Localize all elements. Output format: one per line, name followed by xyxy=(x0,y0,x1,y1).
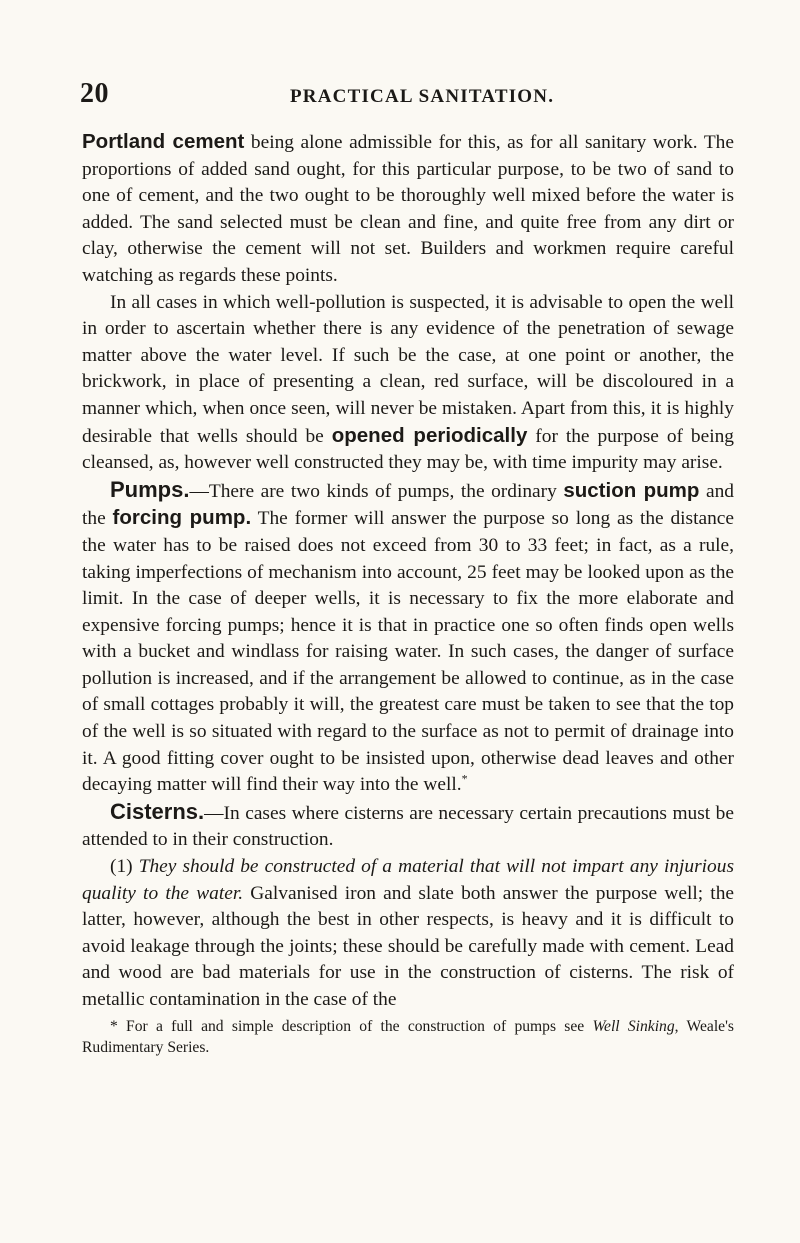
paragraph-text: being alone admissible for this, as for all sanitary work. The proportions of added sand ought, for this particular purpose, to be two of sand to one of cement, and the two ought to be thoroughly well mixed before the water is added. The sand selected must be clean and fine, and quite free from any dirt or clay, otherwise the cement will not set. Builders and workmen require careful watching as regards these points. xyxy=(82,132,734,286)
keyword-suction-pump: suction pump xyxy=(563,478,700,502)
paragraph-text: for the purpose of being cleansed, as, however well constructed they may be, with time impurity may arise. xyxy=(82,425,734,474)
keyword-opened-periodically: opened periodically xyxy=(331,423,528,447)
paragraph-cistern-materials xyxy=(82,854,734,1014)
running-title: PRACTICAL SANITATION. xyxy=(290,86,555,107)
keyword-portland-cement: Portland cement xyxy=(82,130,245,153)
footnote-text: , Weale's Rudimentary Series. xyxy=(82,1017,734,1056)
section-heading-pumps: Pumps. xyxy=(110,476,190,502)
paragraph-pumps xyxy=(82,477,734,799)
paragraph-text: —There are two kinds of pumps, the ordinary xyxy=(189,480,564,502)
paragraph-text: —In cases where cisterns are necessary certain precautions must be attended to in their construction. xyxy=(82,802,734,851)
paragraph-text: and the xyxy=(82,480,734,530)
footnote xyxy=(82,1016,734,1058)
page-body xyxy=(82,129,734,1058)
list-number: (1) xyxy=(110,856,139,878)
paragraph-well-pollution xyxy=(82,290,734,477)
paragraph-text: Galvanised iron and slate both answer the purpose well; the latter, however, although the best in other respects, is heavy and it is difficult to avoid leakage through the joints; these should be carefully made with cement. Lead and wood are bad materials for use in the construction of cisterns. The risk of metallic contamination in the case of the xyxy=(82,882,734,1010)
footnote-book-title: Well Sinking xyxy=(592,1017,675,1035)
paragraph-cisterns xyxy=(82,799,734,854)
paragraph-text: In all cases in which well-pollution is suspected, it is advisable to open the well in order to ascertain whether there is any evidence of the penetration of sewage matter above the water level. If such be the case, at one point or another, the brickwork, in place of presenting a clean, red surface, will be discoloured in a manner which, when once seen, will never be mistaken. Apart from this, it is highly desirable that wells should be xyxy=(82,291,734,447)
page-header xyxy=(80,78,730,112)
paragraph-portland-cement xyxy=(82,129,734,290)
paragraph-text: The former will answer the purpose so long as the distance the water has to be raised does not exceed from 30 to 33 feet; in fact, as a rule, taking imperfections of mechanism into account, 25 feet may be looked upon as the limit. In the case of deeper wells, it is necessary to fix the more elaborate and expensive forcing pumps; hence it is that in practice one so often finds open wells with a bucket and windlass for raising water. In such cases, the danger of surface pollution is increased, and if the arrangement be allowed to continue, as in the case of small cottages probably it will, the greatest care must be taken to see that the top of the well is so situated with regard to the surface as not to permit of drainage into it. A good fitting cover ought to be insisted upon, otherwise dead leaves and other decaying matter will find their way into the well. xyxy=(82,508,735,796)
keyword-forcing-pump: forcing pump. xyxy=(112,506,252,530)
italic-rule: They should be constructed of a material that will not impart any injurious quality to the water. xyxy=(82,856,734,904)
section-heading-cisterns: Cisterns. xyxy=(110,798,205,824)
footnote-marker: * xyxy=(461,771,468,786)
page-number: 20 xyxy=(80,78,109,109)
footnote-text: * For a full and simple description of the construction of pumps see xyxy=(110,1017,593,1035)
